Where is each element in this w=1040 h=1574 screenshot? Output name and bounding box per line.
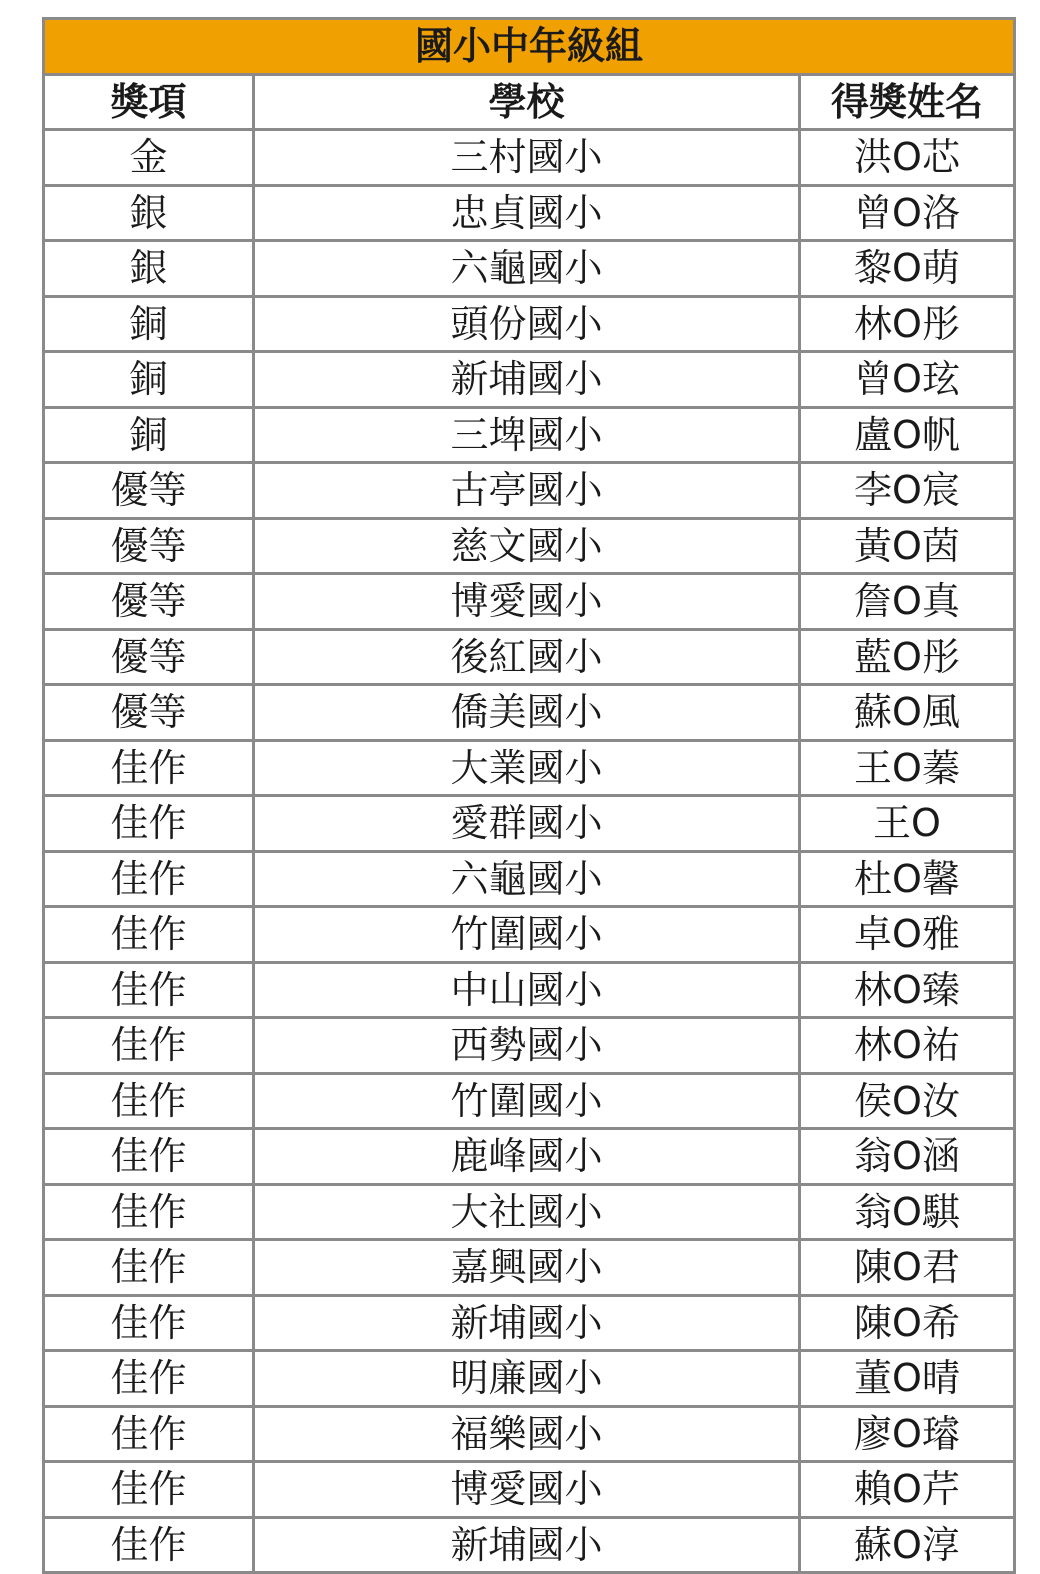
school-cell: 三村國小	[254, 130, 800, 186]
name-cell: 賴O芹	[800, 1462, 1015, 1518]
award-cell: 優等	[44, 574, 254, 630]
name-cell: 曾O洛	[800, 185, 1015, 241]
award-cell: 佳作	[44, 851, 254, 907]
award-cell: 優等	[44, 518, 254, 574]
school-cell: 頭份國小	[254, 296, 800, 352]
award-cell: 佳作	[44, 1184, 254, 1240]
name-cell: 杜O馨	[800, 851, 1015, 907]
school-cell: 大業國小	[254, 740, 800, 796]
award-cell: 佳作	[44, 1462, 254, 1518]
award-cell: 佳作	[44, 1517, 254, 1573]
name-cell: 林O彤	[800, 296, 1015, 352]
table-row	[44, 1406, 1015, 1462]
school-cell: 西勢國小	[254, 1018, 800, 1074]
table-row	[44, 407, 1015, 463]
school-cell: 六龜國小	[254, 241, 800, 297]
table-row	[44, 1295, 1015, 1351]
name-cell: 廖O璿	[800, 1406, 1015, 1462]
award-cell: 銅	[44, 352, 254, 408]
name-cell: 王O蓁	[800, 740, 1015, 796]
award-cell: 優等	[44, 685, 254, 741]
school-cell: 古亭國小	[254, 463, 800, 519]
name-cell: 翁O騏	[800, 1184, 1015, 1240]
name-cell: 黎O萌	[800, 241, 1015, 297]
school-cell: 六龜國小	[254, 851, 800, 907]
table-title: 國小中年級組	[44, 19, 1015, 75]
award-cell: 佳作	[44, 1129, 254, 1185]
award-cell: 佳作	[44, 1073, 254, 1129]
school-cell: 中山國小	[254, 962, 800, 1018]
name-cell: 陳O希	[800, 1295, 1015, 1351]
header-row	[44, 74, 1015, 130]
name-cell: 曾O玹	[800, 352, 1015, 408]
header-school: 學校	[254, 74, 800, 130]
award-table-container	[42, 17, 1013, 1574]
name-cell: 林O祐	[800, 1018, 1015, 1074]
name-cell: 陳O君	[800, 1240, 1015, 1296]
table-row	[44, 352, 1015, 408]
award-cell: 銅	[44, 407, 254, 463]
table-row	[44, 1129, 1015, 1185]
table-row	[44, 574, 1015, 630]
school-cell: 鹿峰國小	[254, 1129, 800, 1185]
table-row	[44, 1462, 1015, 1518]
name-cell: 洪O芯	[800, 130, 1015, 186]
name-cell: 翁O涵	[800, 1129, 1015, 1185]
name-cell: 侯O汝	[800, 1073, 1015, 1129]
school-cell: 愛群國小	[254, 796, 800, 852]
school-cell: 福樂國小	[254, 1406, 800, 1462]
name-cell: 蘇O淳	[800, 1517, 1015, 1573]
name-cell: 蘇O風	[800, 685, 1015, 741]
award-cell: 佳作	[44, 907, 254, 963]
award-cell: 銀	[44, 241, 254, 297]
award-cell: 佳作	[44, 1351, 254, 1407]
table-row	[44, 851, 1015, 907]
table-row	[44, 796, 1015, 852]
table-row	[44, 1018, 1015, 1074]
name-cell: 李O宸	[800, 463, 1015, 519]
table-row	[44, 1240, 1015, 1296]
table-row	[44, 740, 1015, 796]
name-cell: 卓O雅	[800, 907, 1015, 963]
school-cell: 慈文國小	[254, 518, 800, 574]
school-cell: 竹圍國小	[254, 907, 800, 963]
table-row	[44, 130, 1015, 186]
award-cell: 佳作	[44, 1406, 254, 1462]
award-cell: 佳作	[44, 1295, 254, 1351]
school-cell: 博愛國小	[254, 1462, 800, 1518]
name-cell: 林O臻	[800, 962, 1015, 1018]
school-cell: 明廉國小	[254, 1351, 800, 1407]
award-cell: 優等	[44, 463, 254, 519]
award-cell: 金	[44, 130, 254, 186]
name-cell: 王O	[800, 796, 1015, 852]
table-row	[44, 518, 1015, 574]
name-cell: 黃O茵	[800, 518, 1015, 574]
school-cell: 後紅國小	[254, 629, 800, 685]
table-row	[44, 185, 1015, 241]
table-row	[44, 1517, 1015, 1573]
school-cell: 僑美國小	[254, 685, 800, 741]
award-cell: 佳作	[44, 962, 254, 1018]
school-cell: 新埔國小	[254, 1295, 800, 1351]
award-table	[42, 17, 1016, 1574]
table-row	[44, 296, 1015, 352]
school-cell: 忠貞國小	[254, 185, 800, 241]
school-cell: 三埤國小	[254, 407, 800, 463]
award-cell: 優等	[44, 629, 254, 685]
table-row	[44, 241, 1015, 297]
award-cell: 佳作	[44, 796, 254, 852]
award-cell: 銀	[44, 185, 254, 241]
table-row	[44, 685, 1015, 741]
table-row	[44, 907, 1015, 963]
award-cell: 佳作	[44, 740, 254, 796]
school-cell: 大社國小	[254, 1184, 800, 1240]
header-name: 得獎姓名	[800, 74, 1015, 130]
table-row	[44, 629, 1015, 685]
table-row	[44, 463, 1015, 519]
school-cell: 嘉興國小	[254, 1240, 800, 1296]
award-cell: 銅	[44, 296, 254, 352]
name-cell: 董O晴	[800, 1351, 1015, 1407]
table-row	[44, 1073, 1015, 1129]
school-cell: 新埔國小	[254, 1517, 800, 1573]
school-cell: 新埔國小	[254, 352, 800, 408]
school-cell: 竹圍國小	[254, 1073, 800, 1129]
header-award: 獎項	[44, 74, 254, 130]
table-row	[44, 1184, 1015, 1240]
name-cell: 盧O帆	[800, 407, 1015, 463]
award-rows	[44, 130, 1015, 1573]
award-cell: 佳作	[44, 1018, 254, 1074]
table-row	[44, 962, 1015, 1018]
title-row	[44, 19, 1015, 75]
name-cell: 詹O真	[800, 574, 1015, 630]
school-cell: 博愛國小	[254, 574, 800, 630]
award-cell: 佳作	[44, 1240, 254, 1296]
table-row	[44, 1351, 1015, 1407]
name-cell: 藍O彤	[800, 629, 1015, 685]
